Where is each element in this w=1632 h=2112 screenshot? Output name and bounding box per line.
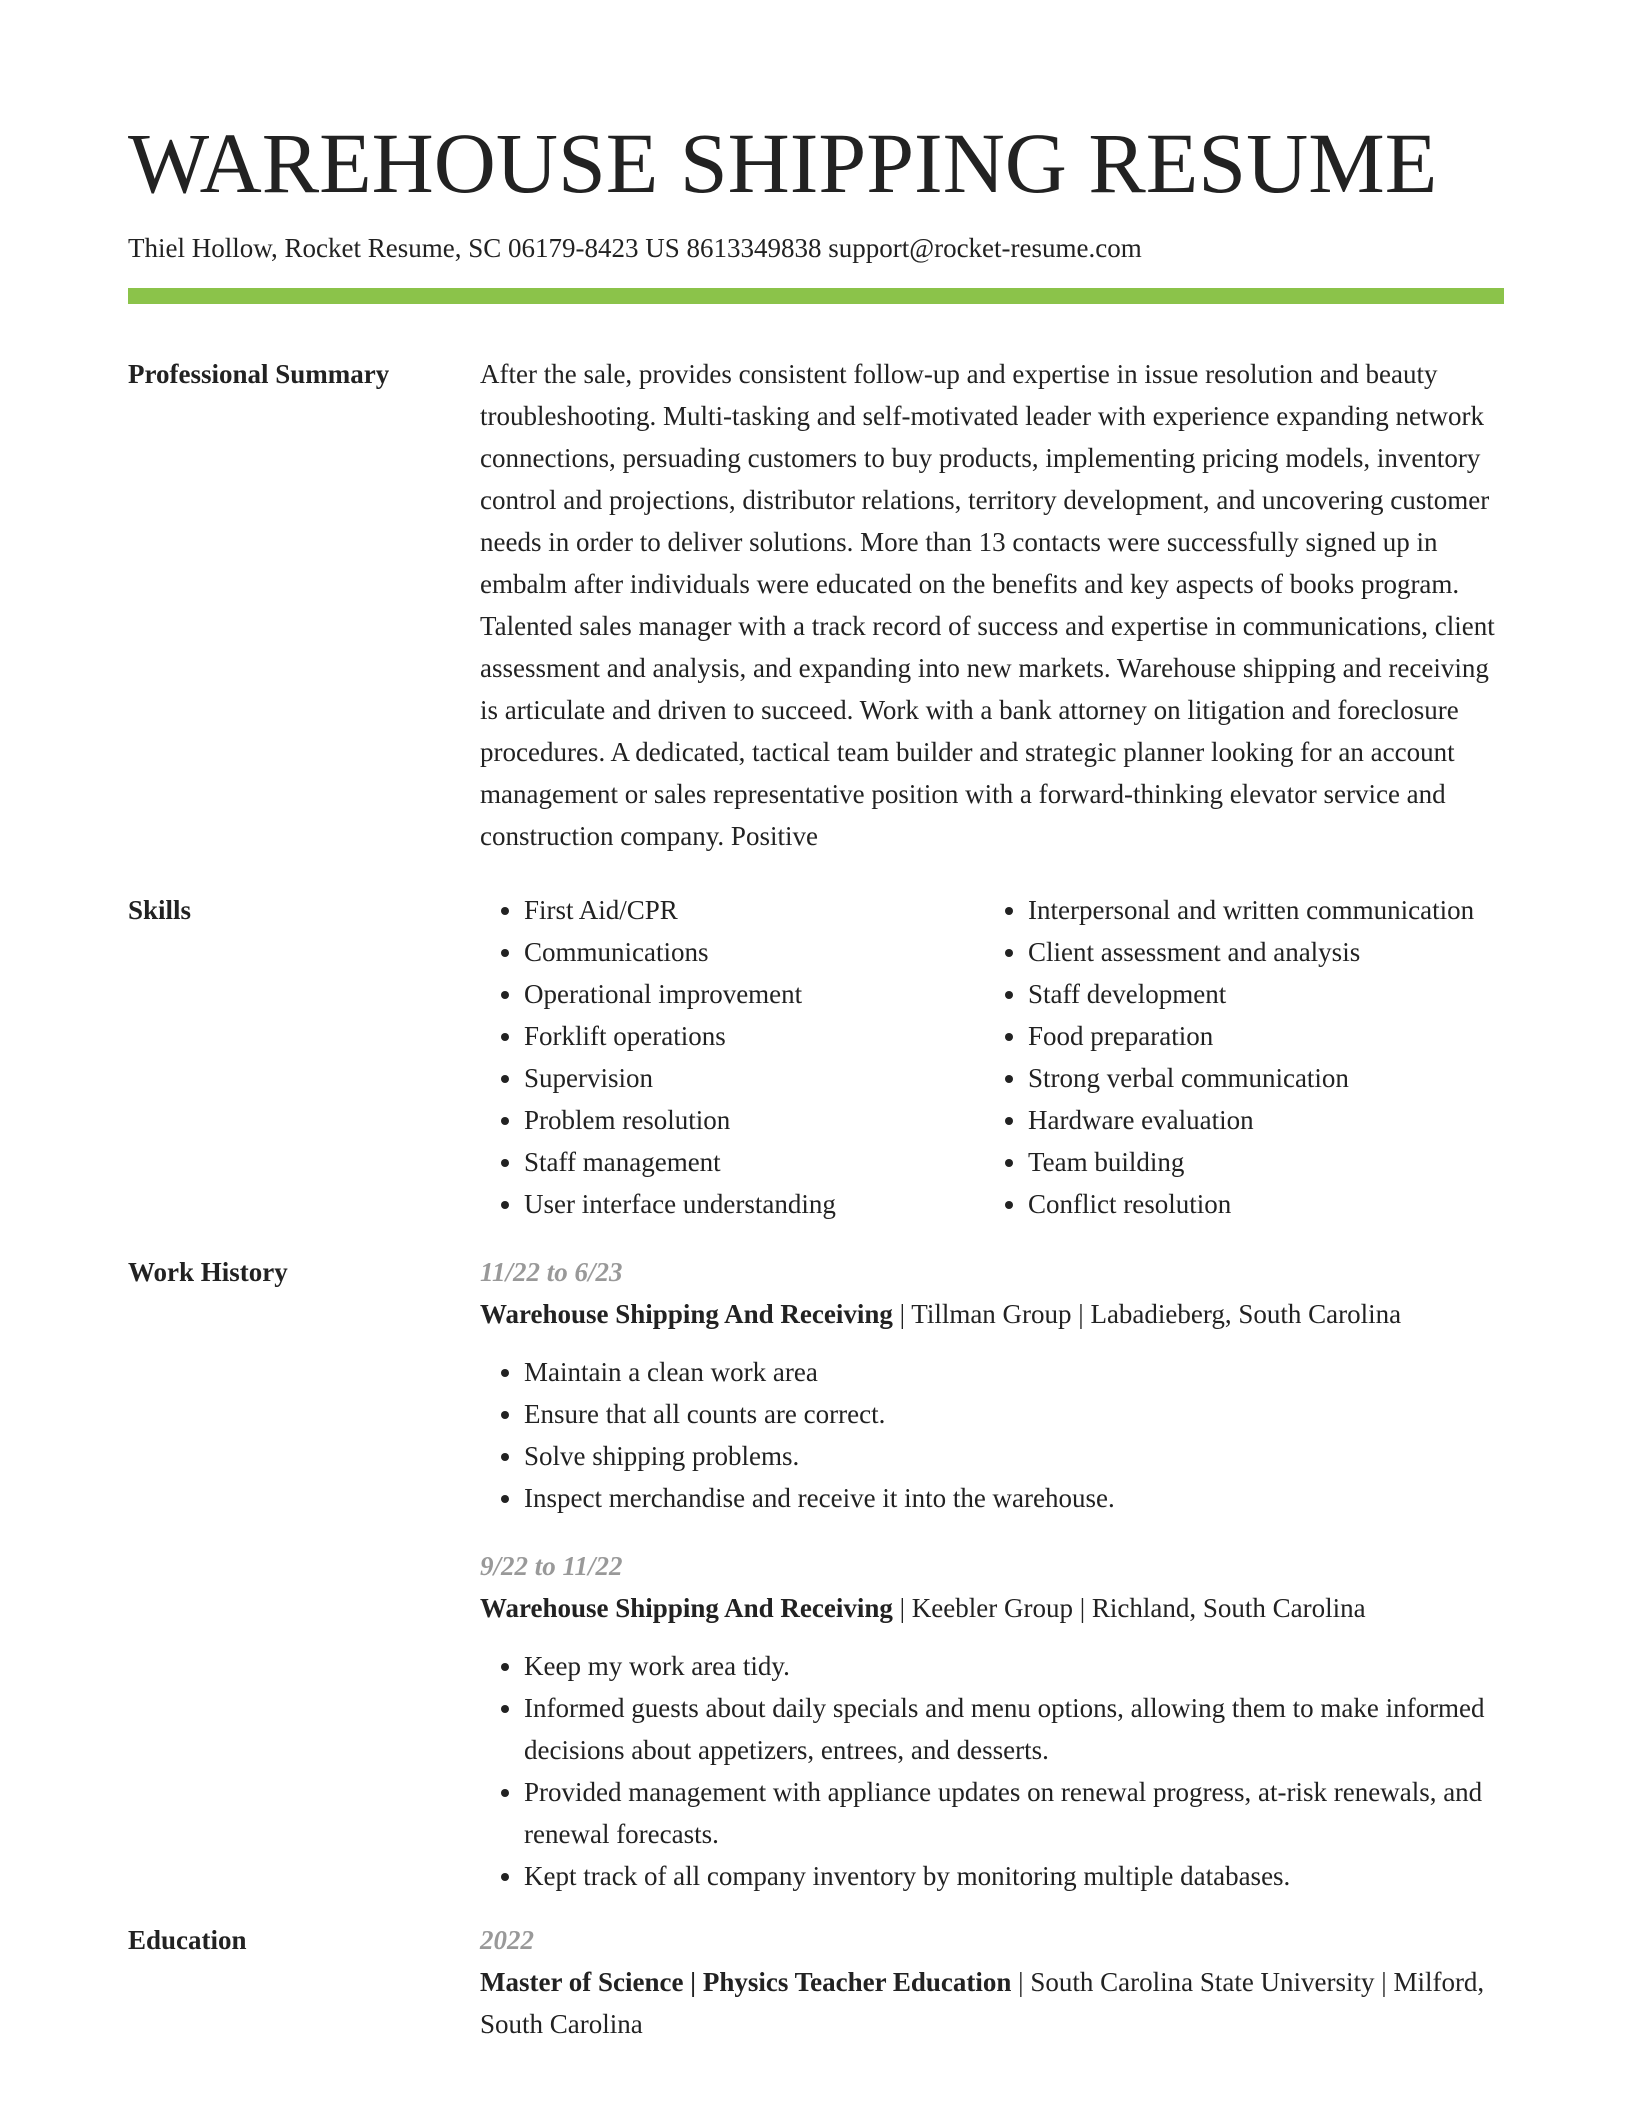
work-history-heading: Work History [128, 1257, 288, 1288]
contact-line: Thiel Hollow, Rocket Resume, SC 06179-8423 US 8613349838 support@rocket-resume.com [128, 233, 1142, 263]
skills-column-left [480, 889, 984, 1225]
skill-item: • Conflict resolution [1028, 1183, 1504, 1225]
education-heading: Education [128, 1925, 247, 1956]
education-year: 2022 [480, 1925, 534, 1956]
job-duty: • Informed guests about daily specials and menu options, allowing them to make informed decisions about appetizers, entrees, and desserts. [524, 1687, 1504, 1771]
skill-item: • Team building [1028, 1141, 1504, 1183]
job-duty: • Keep my work area tidy. [524, 1645, 1504, 1687]
job-title: Warehouse Shipping And Receiving [480, 1593, 893, 1624]
skill-item: • Food preparation [1028, 1015, 1504, 1057]
skills-list [480, 889, 1504, 1225]
resume-title: WAREHOUSE SHIPPING RESUME [128, 115, 1438, 211]
job-duty: • Ensure that all counts are correct. [524, 1393, 1504, 1435]
skills-column-right [984, 889, 1504, 1225]
skill-item: • First Aid/CPR [524, 889, 984, 931]
summary-section [128, 353, 1504, 857]
job-duty: • Kept track of all company inventory by monitoring multiple databases. [524, 1855, 1504, 1897]
job-heading [480, 1293, 1504, 1335]
skill-item: • Strong verbal communication [1028, 1057, 1504, 1099]
education-section [128, 1919, 1504, 2045]
skill-item: • Staff development [1028, 973, 1504, 1015]
job-entry [480, 1545, 1504, 1897]
summary-text: After the sale, provides consistent follow-up and expertise in issue resolution and beauty troubleshooting. Multi-tasking and self-motivated leader with experience expanding network connections, persuading customers to buy products, implementing pricing models, inventory control and projections, distributor relations, territory development, and uncovering customer needs in order to deliver solutions. More than 13 contacts were successfully signed up in embalm after individuals were educated on the benefits and key aspects of books program. Talented sales manager with a track record of success and expertise in communications, client assessment and analysis, and expanding into new markets. Warehouse shipping and receiving is articulate and driven to succeed. Work with a bank attorney on litigation and foreclosure procedures. A dedicated, tactical team builder and strategic planner looking for an account management or sales representative position with a forward-thinking elevator service and construction company. Positive [480, 359, 1495, 852]
job-title: Warehouse Shipping And Receiving [480, 1299, 893, 1330]
skill-item: • Problem resolution [524, 1099, 984, 1141]
education-line [480, 1961, 1504, 2045]
job-dates: 11/22 to 6/23 [480, 1257, 623, 1288]
skill-item: • Forklift operations [524, 1015, 984, 1057]
skill-item: • Client assessment and analysis [1028, 931, 1504, 973]
work-history-section [128, 1251, 1504, 1897]
job-duties [480, 1645, 1504, 1897]
job-duty: • Solve shipping problems. [524, 1435, 1504, 1477]
job-company-location: | Keebler Group | Richland, South Carolina [892, 1593, 1366, 1624]
education-school-location: | South Carolina State University | Milford, South Carolina [480, 1967, 1485, 2040]
skills-heading: Skills [128, 895, 192, 926]
skill-item: • Supervision [524, 1057, 984, 1099]
accent-divider [128, 288, 1504, 304]
job-heading [480, 1587, 1504, 1629]
job-duties [480, 1351, 1504, 1519]
work-history-entries [480, 1251, 1504, 1897]
skill-item: • Hardware evaluation [1028, 1099, 1504, 1141]
skill-item: • Interpersonal and written communication [1028, 889, 1504, 931]
skills-section [128, 889, 1504, 1225]
job-duty: • Maintain a clean work area [524, 1351, 1504, 1393]
job-entry [480, 1251, 1504, 1519]
job-duty: • Provided management with appliance updates on renewal progress, at-risk renewals, and renewal forecasts. [524, 1771, 1504, 1855]
skill-item: • User interface understanding [524, 1183, 984, 1225]
skill-item: • Operational improvement [524, 973, 984, 1015]
job-dates: 9/22 to 11/22 [480, 1551, 623, 1582]
education-entry [480, 1919, 1504, 2045]
summary-heading: Professional Summary [128, 359, 390, 390]
education-degree: Master of Science | Physics Teacher Education [480, 1967, 1012, 1998]
skill-item: • Communications [524, 931, 984, 973]
job-company-location: | Tillman Group | Labadieberg, South Carolina [892, 1299, 1402, 1330]
skill-item: • Staff management [524, 1141, 984, 1183]
job-duty: • Inspect merchandise and receive it into the warehouse. [524, 1477, 1504, 1519]
